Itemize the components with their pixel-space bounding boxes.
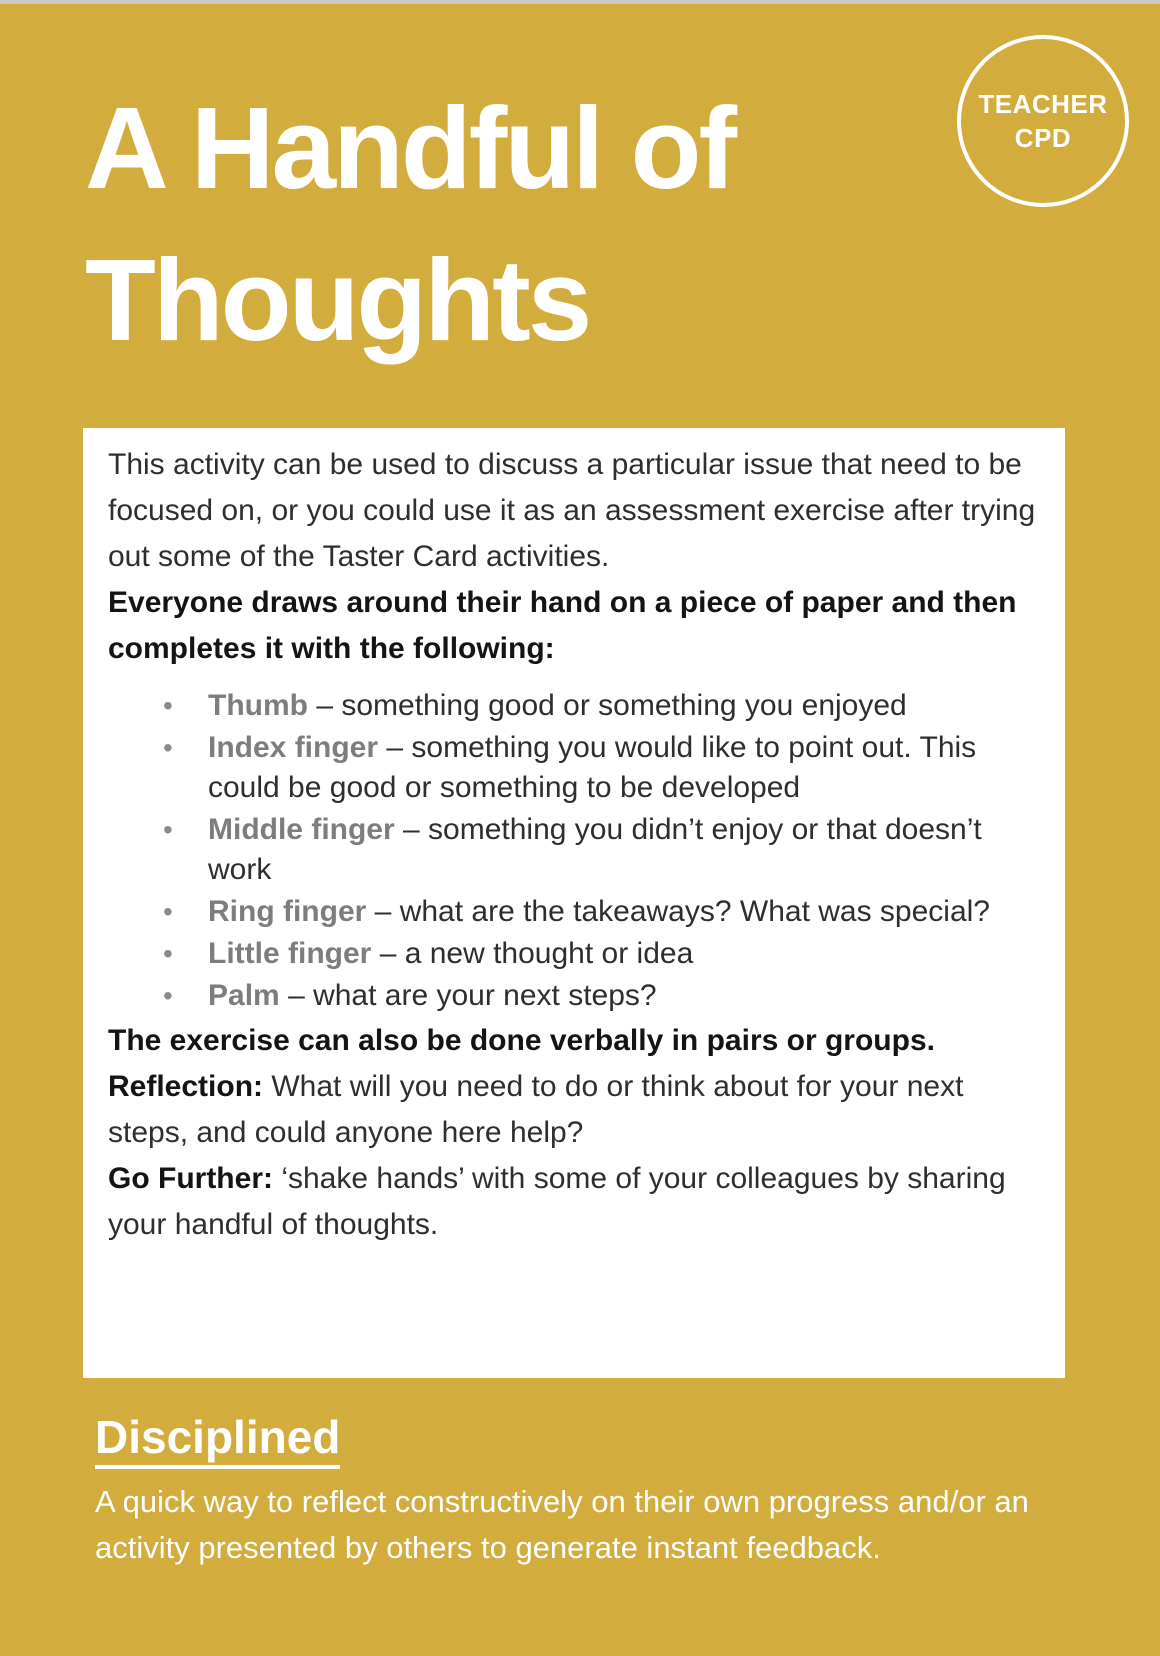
- finger-term: Little finger: [208, 937, 372, 970]
- badge-line1: TEACHER: [978, 89, 1108, 119]
- teacher-cpd-badge: [957, 35, 1129, 207]
- list-item: [108, 976, 1037, 1016]
- list-item: [108, 686, 1037, 726]
- reflection-paragraph: [108, 1064, 1037, 1156]
- bullet-dot-icon: •: [163, 980, 173, 1011]
- finger-term: Thumb: [208, 689, 308, 722]
- bullet-dot-icon: •: [163, 732, 173, 763]
- finger-desc: – a new thought or idea: [379, 937, 694, 970]
- finger-desc: – what are your next steps?: [288, 979, 657, 1012]
- list-item: [108, 728, 1037, 808]
- finger-term: Palm: [208, 979, 280, 1012]
- page-title-line1: A Handful of: [85, 83, 735, 213]
- top-strip: [0, 0, 1160, 4]
- bullet-dot-icon: •: [163, 814, 173, 845]
- list-item: [108, 810, 1037, 890]
- finger-term: Index finger: [208, 731, 379, 764]
- go-further-label: Go Further:: [108, 1162, 273, 1195]
- hand-parts-list: [108, 686, 1037, 1016]
- page-title: [85, 72, 734, 376]
- reflection-text: What will you need to do or think about for your next steps, and could anyone here help?: [108, 1070, 964, 1149]
- intro-paragraph: This activity can be used to discuss a particular issue that need to be focused on, or you could use it as an assessment exercise after trying out some of the Taster Card activities.: [108, 448, 1036, 573]
- finger-desc: – something you would like to point out. This could be good or something to be developed: [208, 731, 977, 804]
- finger-term: Ring finger: [208, 895, 367, 928]
- badge-line2: CPD: [1014, 123, 1072, 153]
- finger-desc: – what are the takeaways? What was special?: [374, 895, 990, 928]
- footer-heading: Disciplined: [95, 1412, 340, 1469]
- page-title-line2: Thoughts: [85, 235, 590, 365]
- go-further-text: ‘shake hands’ with some of your colleagues by sharing your handful of thoughts.: [108, 1162, 1006, 1241]
- activity-card: [83, 428, 1065, 1378]
- bullet-dot-icon: •: [163, 938, 173, 969]
- footer-description: A quick way to reflect constructively on their own progress and/or an activity presented by others to generate instant feedback.: [95, 1484, 1029, 1565]
- instruction-heading: Everyone draws around their hand on a piece of paper and then completes it with the following:: [108, 586, 1017, 665]
- footer-section: [0, 1378, 1160, 1571]
- finger-desc: – something good or something you enjoyed: [316, 689, 907, 722]
- verbal-note: The exercise can also be done verbally in pairs or groups.: [108, 1024, 935, 1057]
- reflection-label: Reflection:: [108, 1070, 264, 1103]
- finger-term: Middle finger: [208, 813, 395, 846]
- bullet-dot-icon: •: [163, 896, 173, 927]
- list-item: [108, 892, 1037, 932]
- finger-desc: – something you didn’t enjoy or that doesn’t work: [208, 813, 982, 886]
- bullet-dot-icon: •: [163, 690, 173, 721]
- go-further-paragraph: [108, 1156, 1037, 1248]
- list-item: [108, 934, 1037, 974]
